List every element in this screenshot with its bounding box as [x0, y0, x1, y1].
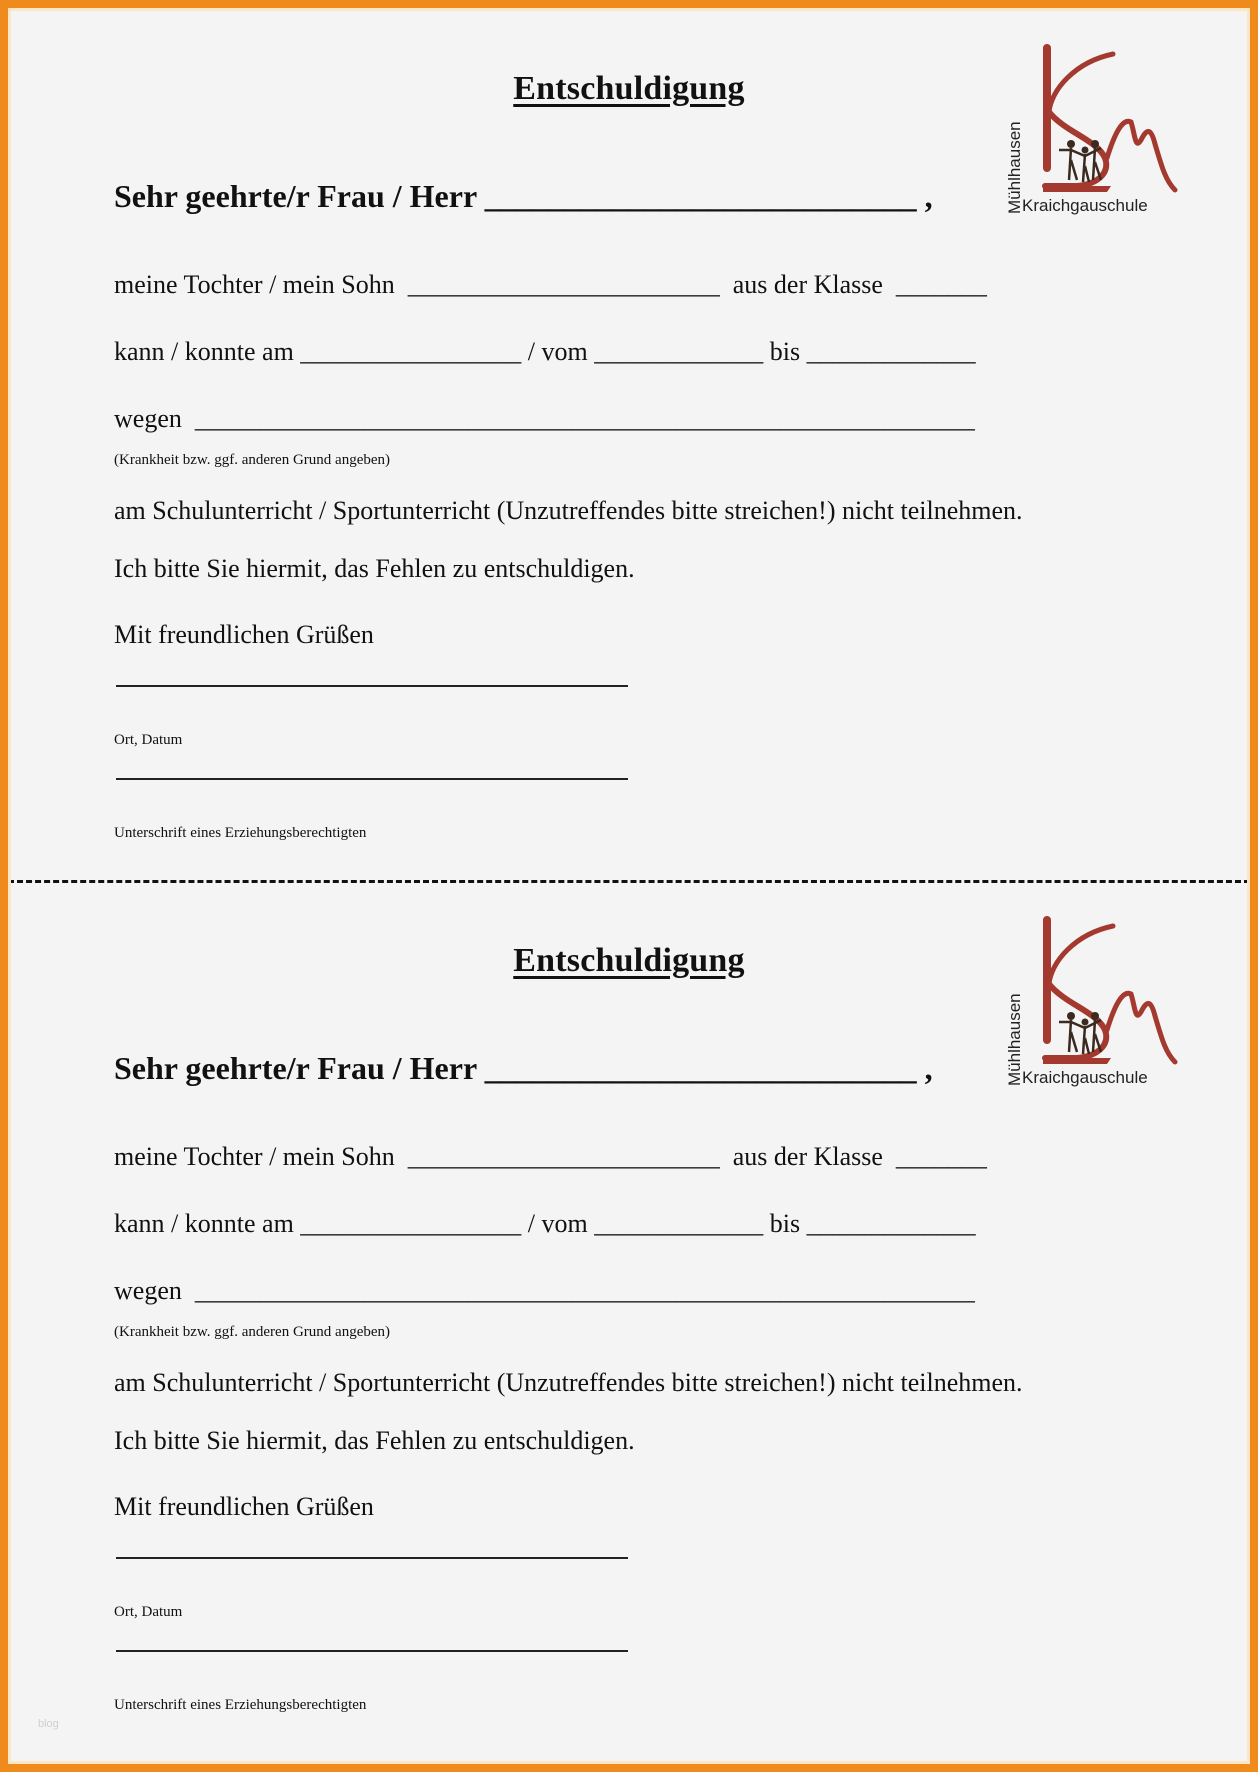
place-date-label: Ort, Datum	[114, 732, 183, 748]
reason-hint: (Krankheit bzw. ggf. anderen Grund angeben)	[114, 452, 390, 468]
place-date-label: Ort, Datum	[114, 1604, 183, 1620]
place-date-signature-line	[116, 685, 628, 687]
guardian-signature-line	[116, 1650, 628, 1652]
reason-line: wegen ____________________________________________________________	[114, 404, 975, 433]
logo-school-name: Kraichgauschule	[1022, 196, 1148, 215]
slip-title: Entschuldigung	[513, 70, 745, 107]
child-class-line: meine Tochter / mein Sohn ________________________ aus der Klasse _______	[114, 270, 987, 299]
closing-line: Mit freundlichen Grüßen	[114, 620, 374, 649]
logo-town-name: Mühlhausen	[1005, 121, 1024, 214]
guardian-signature-line	[116, 778, 628, 780]
watermark-text: blog	[38, 1718, 59, 1730]
reason-line: wegen ____________________________________________________________	[114, 1276, 975, 1305]
absence-dates-line: kann / konnte am _________________ / vom _____________ bis _____________	[114, 1209, 976, 1238]
salutation-line: Sehr geehrte/r Frau / Herr ___________________________ ,	[114, 1050, 933, 1086]
guardian-signature-label: Unterschrift eines Erziehungsberechtigten	[114, 825, 367, 841]
logo-town-name: Mühlhausen	[1005, 993, 1024, 1086]
request-line: Ich bitte Sie hiermit, das Fehlen zu entschuldigen.	[114, 554, 635, 583]
lesson-type-line: am Schulunterricht / Sportunterricht (Unzutreffendes bitte streichen!) nicht teilnehmen.	[114, 1368, 1023, 1397]
child-class-line: meine Tochter / mein Sohn ________________________ aus der Klasse _______	[114, 1142, 987, 1171]
excuse-slip-top	[0, 0, 1258, 870]
excuse-slip-bottom	[0, 872, 1258, 1742]
slip-title: Entschuldigung	[513, 942, 745, 979]
request-line: Ich bitte Sie hiermit, das Fehlen zu entschuldigen.	[114, 1426, 635, 1455]
place-date-signature-line	[116, 1557, 628, 1559]
closing-line: Mit freundlichen Grüßen	[114, 1492, 374, 1521]
reason-hint: (Krankheit bzw. ggf. anderen Grund angeben)	[114, 1324, 390, 1340]
salutation-line: Sehr geehrte/r Frau / Herr ___________________________ ,	[114, 178, 933, 214]
lesson-type-line: am Schulunterricht / Sportunterricht (Unzutreffendes bitte streichen!) nicht teilnehmen.	[114, 496, 1023, 525]
guardian-signature-label: Unterschrift eines Erziehungsberechtigten	[114, 1697, 367, 1713]
logo-school-name: Kraichgauschule	[1022, 1068, 1148, 1087]
absence-dates-line: kann / konnte am _________________ / vom _____________ bis _____________	[114, 337, 976, 366]
